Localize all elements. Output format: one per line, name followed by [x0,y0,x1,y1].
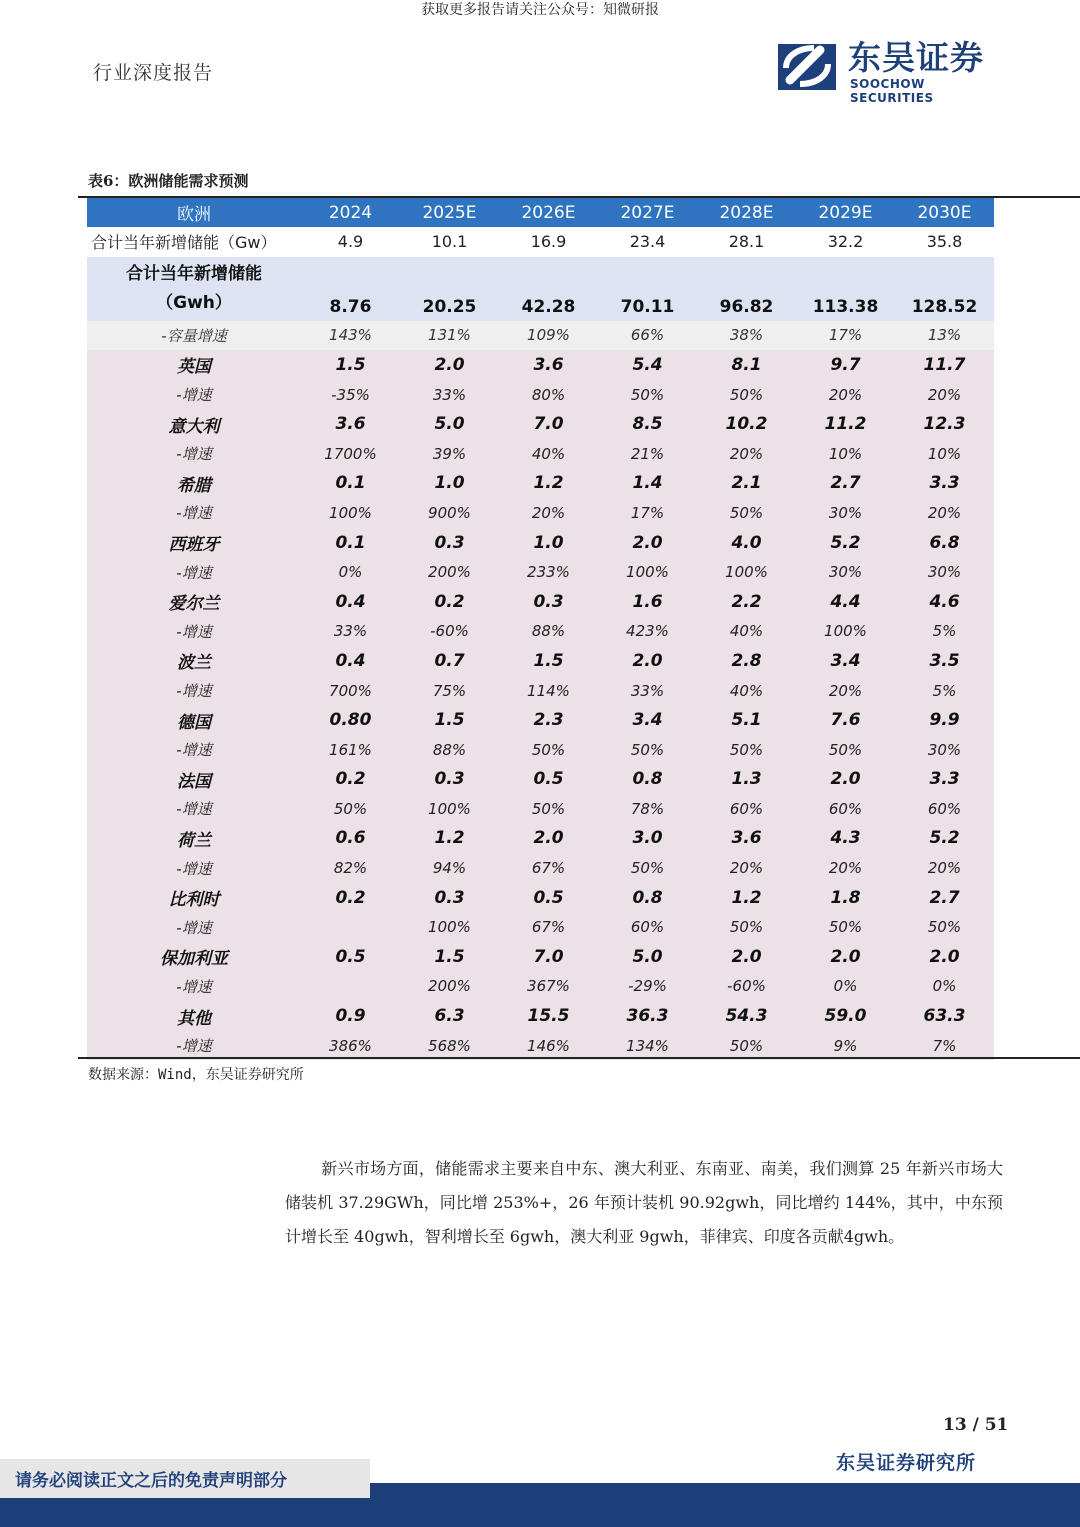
value-cell: 9% [796,1031,895,1061]
country-row [87,765,994,795]
growth-row [87,853,994,883]
value-cell [301,972,400,1002]
value-cell: 50% [796,912,895,942]
value-cell: 30% [796,498,895,528]
value-cell: 143% [301,321,400,351]
row-label-cell: -增速 [87,557,301,587]
value-cell: 50% [598,853,697,883]
country-row [87,587,994,617]
page-number: 13 / 51 [943,1415,1009,1435]
value-cell: 9.9 [895,705,994,735]
value-cell: 17% [796,321,895,351]
value-cell: 1700% [301,439,400,469]
value-cell: 5.1 [697,705,796,735]
header-year-cell: 2030E [895,198,994,227]
value-cell: 50% [697,912,796,942]
top-banner: 获取更多报告请关注公众号：知微研报 [421,2,659,18]
growth-row [87,1031,994,1061]
value-cell: 50% [499,735,598,765]
logo-text-cn: 东吴证券 [848,38,984,77]
value-cell: 0.3 [499,587,598,617]
value-cell: 2.1 [697,469,796,499]
europe-storage-forecast-table [87,198,994,1060]
row-label-cell: -增速 [87,735,301,765]
row-label-cell: -增速 [87,617,301,647]
row-label-cell: 德国 [87,705,301,735]
value-cell: 100% [301,498,400,528]
row-label-cell: -增速 [87,794,301,824]
value-cell: 0.3 [400,765,499,795]
row-label-cell: 波兰 [87,646,301,676]
value-cell: 0.9 [301,1001,400,1031]
value-cell: 7% [895,1031,994,1061]
table-title: 表6：欧洲储能需求预测 [88,172,249,190]
growth-row [87,380,994,410]
value-cell: -60% [697,972,796,1002]
value-cell: 100% [400,794,499,824]
value-cell: 1.4 [598,469,697,499]
value-cell: 109% [499,321,598,351]
value-cell: 50% [301,794,400,824]
row-label-cell [87,257,301,321]
value-cell: 40% [697,617,796,647]
value-cell: 67% [499,853,598,883]
row-label-cell: -增速 [87,972,301,1002]
value-cell: 60% [697,794,796,824]
value-cell: 2.7 [796,469,895,499]
value-cell: 50% [697,498,796,528]
country-row [87,705,994,735]
value-cell: 15.5 [499,1001,598,1031]
value-cell: 114% [499,676,598,706]
value-cell: 40% [499,439,598,469]
disclaimer-text: 请务必阅读正文之后的免责声明部分 [15,1471,287,1491]
value-cell: 20% [796,853,895,883]
header-year-cell: 2026E [499,198,598,227]
growth-row [87,617,994,647]
value-cell: 7.6 [796,705,895,735]
value-cell: 20% [895,498,994,528]
value-cell: 30% [796,557,895,587]
value-cell: 0.8 [598,765,697,795]
logo-text-en: SOOCHOW SECURITIES [850,77,934,105]
value-cell: 88% [499,617,598,647]
value-cell: 50% [598,380,697,410]
value-cell: 5.2 [895,824,994,854]
value-cell: 0.5 [499,883,598,913]
value-cell: 80% [499,380,598,410]
row-label-line2: （Gwh） [156,292,232,313]
row-label-cell: -容量增速 [87,321,301,351]
value-cell: 13% [895,321,994,351]
value-cell: 2.0 [895,942,994,972]
value-cell: 3.4 [796,646,895,676]
growth-row [87,794,994,824]
value-cell: 38% [697,321,796,351]
value-cell: 6.8 [895,528,994,558]
value-cell: 33% [400,380,499,410]
value-cell: 70.11 [598,257,697,321]
value-cell: 20% [499,498,598,528]
value-cell: 10.2 [697,409,796,439]
row-label-cell: 西班牙 [87,528,301,558]
row-label-cell: -增速 [87,912,301,942]
value-cell: 50% [697,380,796,410]
value-cell: 96.82 [697,257,796,321]
value-cell: 33% [598,676,697,706]
value-cell: -35% [301,380,400,410]
value-cell [301,912,400,942]
value-cell: 20% [796,676,895,706]
value-cell: 2.8 [697,646,796,676]
value-cell: 75% [400,676,499,706]
value-cell: 10% [895,439,994,469]
value-cell: 50% [697,1031,796,1061]
value-cell: 423% [598,617,697,647]
row-label-cell: -增速 [87,853,301,883]
row-label-cell: 法国 [87,765,301,795]
value-cell: 36.3 [598,1001,697,1031]
country-row [87,409,994,439]
value-cell: 30% [895,735,994,765]
value-cell: 10% [796,439,895,469]
value-cell: -60% [400,617,499,647]
value-cell: 0% [301,557,400,587]
value-cell: 42.28 [499,257,598,321]
value-cell: 134% [598,1031,697,1061]
value-cell: 233% [499,557,598,587]
value-cell: 0.4 [301,646,400,676]
doc-type-label: 行业深度报告 [93,62,214,84]
value-cell: 568% [400,1031,499,1061]
body-paragraph-text: 新兴市场方面，储能需求主要来自中东、澳大利亚、东南亚、南美，我们测算 25 年新兴市场大储装机 37.29GWh，同比增 253%+，26 年预计装机 90.92gwh，同比增约 144%，其中，中东预计增长至 40gwh，智利增长至 6gwh，澳大利亚 9gwh，菲律宾、印度各贡献4gwh。 [285,1159,1003,1246]
country-row [87,824,994,854]
value-cell: 2.0 [796,765,895,795]
value-cell: 39% [400,439,499,469]
value-cell: 16.9 [499,227,598,257]
country-row [87,528,994,558]
value-cell: 100% [796,617,895,647]
value-cell: 0.4 [301,587,400,617]
country-row [87,646,994,676]
value-cell: 12.3 [895,409,994,439]
value-cell: 78% [598,794,697,824]
row-label-cell: -增速 [87,380,301,410]
value-cell: 3.6 [499,350,598,380]
value-cell: 50% [796,735,895,765]
value-cell: 0.5 [301,942,400,972]
header-year-cell: 2024 [301,198,400,227]
row-label-cell: 合计当年新增储能（Gw） [87,227,301,257]
value-cell: 146% [499,1031,598,1061]
value-cell: 3.4 [598,705,697,735]
value-cell: 28.1 [697,227,796,257]
value-cell: 63.3 [895,1001,994,1031]
value-cell: 40% [697,676,796,706]
value-cell: 0.5 [499,765,598,795]
value-cell: 4.6 [895,587,994,617]
row-label-cell: 荷兰 [87,824,301,854]
value-cell: 8.1 [697,350,796,380]
value-cell: 32.2 [796,227,895,257]
value-cell: 5.2 [796,528,895,558]
growth-row [87,557,994,587]
value-cell: 1.6 [598,587,697,617]
value-cell: 131% [400,321,499,351]
total-gw-row [87,227,994,257]
value-cell: 3.5 [895,646,994,676]
value-cell: 50% [598,735,697,765]
value-cell: 2.0 [598,528,697,558]
value-cell: 2.7 [895,883,994,913]
value-cell: 2.0 [697,942,796,972]
growth-row [87,676,994,706]
value-cell: 60% [796,794,895,824]
value-cell: 1.2 [400,824,499,854]
row-label-cell: 希腊 [87,469,301,499]
value-cell: 60% [598,912,697,942]
value-cell: 0.2 [301,765,400,795]
value-cell: 0.3 [400,528,499,558]
value-cell: 2.0 [499,824,598,854]
value-cell: 161% [301,735,400,765]
row-label-cell: -增速 [87,676,301,706]
value-cell: 54.3 [697,1001,796,1031]
value-cell: 10.1 [400,227,499,257]
header-year-cell: 2029E [796,198,895,227]
value-cell: 67% [499,912,598,942]
value-cell: 367% [499,972,598,1002]
value-cell: 2.3 [499,705,598,735]
value-cell: 0.6 [301,824,400,854]
table-source-note: 数据来源：Wind，东吴证券研究所 [88,1067,304,1083]
value-cell: 1.0 [400,469,499,499]
row-label-cell: 保加利亚 [87,942,301,972]
value-cell: 50% [499,794,598,824]
header-year-cell: 2025E [400,198,499,227]
growth-row [87,439,994,469]
value-cell: 1.2 [697,883,796,913]
header-region-cell: 欧洲 [87,198,301,227]
row-label-cell: -增速 [87,439,301,469]
value-cell: 700% [301,676,400,706]
country-row [87,469,994,499]
value-cell: 5.0 [400,409,499,439]
value-cell: 3.6 [301,409,400,439]
value-cell: 0.2 [301,883,400,913]
value-cell: 4.3 [796,824,895,854]
value-cell: 0.7 [400,646,499,676]
value-cell: 5.4 [598,350,697,380]
value-cell: 100% [697,557,796,587]
value-cell: 8.5 [598,409,697,439]
value-cell: 3.6 [697,824,796,854]
soochow-logo-icon [776,40,840,92]
value-cell: 1.5 [499,646,598,676]
value-cell: 4.4 [796,587,895,617]
value-cell: 20.25 [400,257,499,321]
value-cell: 113.38 [796,257,895,321]
total-gwh-row [87,257,994,321]
value-cell: 9.7 [796,350,895,380]
table-bottom-rule [78,1057,1080,1059]
value-cell: 20% [796,380,895,410]
value-cell: 386% [301,1031,400,1061]
value-cell: 900% [400,498,499,528]
value-cell: 0% [796,972,895,1002]
value-cell: 0% [895,972,994,1002]
value-cell: 20% [697,439,796,469]
value-cell: 60% [895,794,994,824]
body-paragraph [285,1152,1003,1254]
value-cell: 33% [301,617,400,647]
value-cell: 5.0 [598,942,697,972]
table-header-row [87,198,994,227]
row-label-cell: -增速 [87,498,301,528]
row-label-cell: 其他 [87,1001,301,1031]
value-cell: 2.0 [400,350,499,380]
value-cell: 0.1 [301,469,400,499]
value-cell: 50% [895,912,994,942]
value-cell: 8.76 [301,257,400,321]
country-row [87,1001,994,1031]
value-cell: 66% [598,321,697,351]
row-label-cell: 比利时 [87,883,301,913]
row-label-cell: 意大利 [87,409,301,439]
value-cell: 1.5 [400,942,499,972]
value-cell: 200% [400,557,499,587]
value-cell: 17% [598,498,697,528]
value-cell: 4.0 [697,528,796,558]
value-cell: 0.8 [598,883,697,913]
value-cell: 3.3 [895,469,994,499]
value-cell: 30% [895,557,994,587]
country-row [87,942,994,972]
value-cell: 0.3 [400,883,499,913]
value-cell: 100% [400,912,499,942]
value-cell: 21% [598,439,697,469]
value-cell: 128.52 [895,257,994,321]
value-cell: 7.0 [499,409,598,439]
value-cell: 1.5 [301,350,400,380]
value-cell: 35.8 [895,227,994,257]
footer-firm-name: 东吴证券研究所 [836,1452,977,1474]
value-cell: 3.3 [895,765,994,795]
header-year-cell: 2027E [598,198,697,227]
value-cell: 200% [400,972,499,1002]
value-cell: -29% [598,972,697,1002]
value-cell: 20% [895,380,994,410]
value-cell: 4.9 [301,227,400,257]
value-cell: 50% [697,735,796,765]
value-cell: 1.5 [400,705,499,735]
row-label-cell: -增速 [87,1031,301,1061]
value-cell: 1.3 [697,765,796,795]
value-cell: 20% [697,853,796,883]
value-cell: 6.3 [400,1001,499,1031]
value-cell: 1.2 [499,469,598,499]
value-cell: 11.7 [895,350,994,380]
company-logo [776,38,1006,105]
value-cell: 82% [301,853,400,883]
value-cell: 94% [400,853,499,883]
value-cell: 20% [895,853,994,883]
growth-row [87,972,994,1002]
value-cell: 7.0 [499,942,598,972]
value-cell: 1.8 [796,883,895,913]
value-cell: 11.2 [796,409,895,439]
country-row [87,350,994,380]
value-cell: 2.2 [697,587,796,617]
growth-row [87,735,994,765]
value-cell: 100% [598,557,697,587]
value-cell: 5% [895,617,994,647]
value-cell: 0.80 [301,705,400,735]
growth-row [87,912,994,942]
country-row [87,883,994,913]
row-label-line1: 合计当年新增储能 [126,263,262,284]
row-label-cell: 英国 [87,350,301,380]
value-cell: 2.0 [796,942,895,972]
value-cell: 5% [895,676,994,706]
value-cell: 0.1 [301,528,400,558]
value-cell: 1.0 [499,528,598,558]
row-label-cell: 爱尔兰 [87,587,301,617]
value-cell: 3.0 [598,824,697,854]
capacity-growth-row [87,321,994,351]
header-year-cell: 2028E [697,198,796,227]
value-cell: 59.0 [796,1001,895,1031]
value-cell: 23.4 [598,227,697,257]
value-cell: 0.2 [400,587,499,617]
value-cell: 2.0 [598,646,697,676]
growth-row [87,498,994,528]
value-cell: 88% [400,735,499,765]
